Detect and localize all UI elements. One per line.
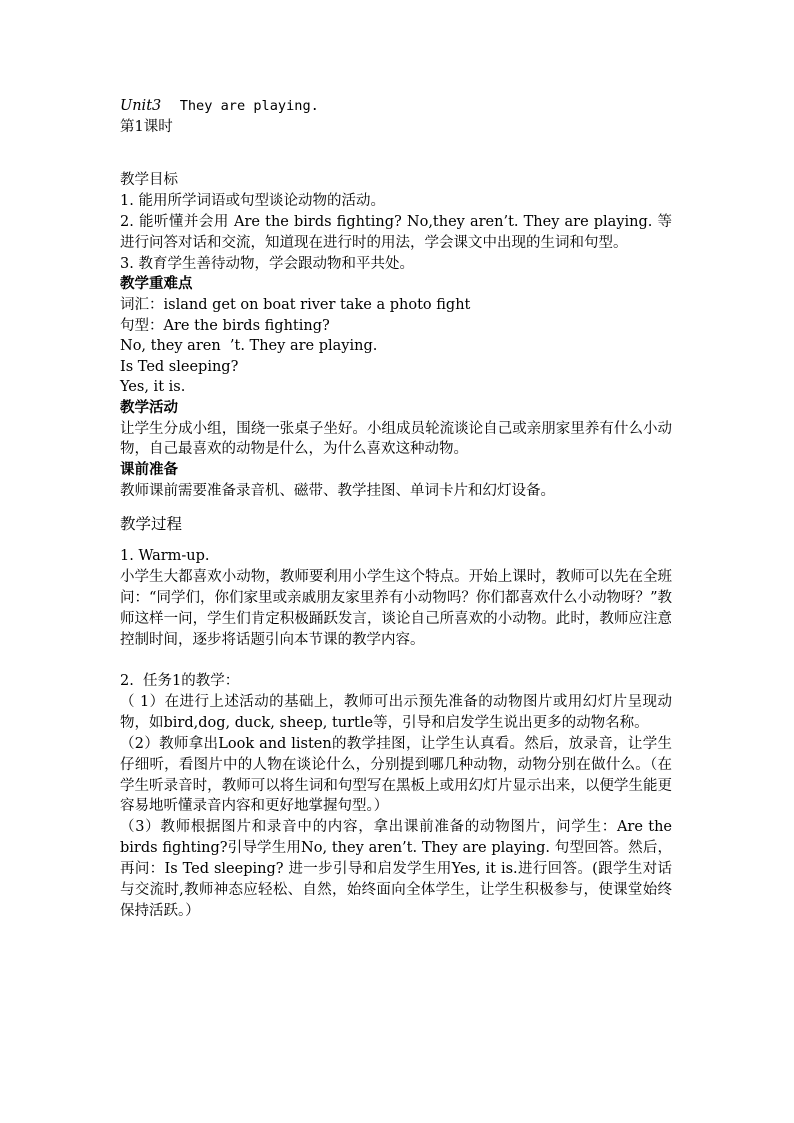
preparation-text: 教师课前需要准备录音机、磁带、教学挂图、单词卡片和幻灯设备。 xyxy=(120,482,555,499)
task-title: 2. 任务1的教学： xyxy=(120,673,240,690)
unit-label: Unit3 xyxy=(120,98,162,114)
unit-name: They are playing. xyxy=(179,98,319,114)
activities-text: 让学生分成小组，围绕一张桌子坐好。小组成员轮流谈论自己或亲朋家里养有什么小动物，自己最喜欢的动物是什么，为什么喜欢这种动物。 xyxy=(120,420,672,458)
key-points-heading: 教学重难点 xyxy=(120,275,193,293)
sentence-example: Yes, it is. xyxy=(120,379,186,396)
objectives-heading: 教学目标 xyxy=(120,172,178,189)
process-heading: 教学过程 xyxy=(120,514,183,533)
task-step: （3）教师根据图片和录音中的内容，拿出课前准备的动物图片，问学生：Are the birds fighting?引导学生用No, they aren’t. They are playing. 句型回答。然后，再问：Is Ted sleeping? 进一步引导和启发学生用Yes, it is.进行回答。(跟学生对话与交流时,教师神态应轻松、自然，始终面向全体学生，让学生积极参与，使课堂始终保持活跃。） xyxy=(120,819,672,919)
objective-item: 2. 能听懂并会用 Are the birds fighting? No,they aren’t. They are playing. 等进行问答对话和交流，知道现在进行时的用法，学会课文中出现的生词和句型。 xyxy=(120,213,672,251)
warmup-title: 1. Warm-up. xyxy=(120,548,210,565)
lesson-label: 第1课时 xyxy=(120,119,173,135)
preparation-heading: 课前准备 xyxy=(120,461,178,479)
objective-item: 3. 教育学生善待动物，学会跟动物和平共处。 xyxy=(120,255,414,272)
warmup-text: 小学生大都喜欢小动物，教师要利用小学生这个特点。开始上课时，教师可以先在全班问：“同学们，你们家里或亲戚朋友家里养有小动物吗？你们都喜欢什么小动物呀？”教师这样一问，学生们肯定积极踊跃发言，谈论自己所喜欢的小动物。此时，教师应注意控制时间，逐步将话题引向本节课的教学内容。 xyxy=(120,569,672,648)
sentence-example: Is Ted sleeping? xyxy=(120,358,239,375)
sentence-example: No, they aren ’t. They are playing. xyxy=(120,338,378,355)
task-step: （ 1）在进行上述活动的基础上，教师可出示预先准备的动物图片或用幻灯片呈现动物，如bird,dog, duck, sheep, turtle等，引导和启发学生说出更多的动物名称。 xyxy=(120,693,672,731)
activities-heading: 教学活动 xyxy=(120,398,178,416)
task-step: （2）教师拿出Look and listen的教学挂图，让学生认真看。然后，放录音，让学生仔细听，看图片中的人物在谈论什么，分别提到哪几种动物，动物分别在做什么。（在学生听录音时，教师可以将生词和句型写在黑板上或用幻灯片显示出来，以便学生能更容易地听懂录音内容和更好地掌握句型。） xyxy=(120,735,672,815)
objective-item: 1. 能用所学词语或句型谈论动物的活动。 xyxy=(120,192,385,209)
vocab-line: 词汇：island get on boat river take a photo fight xyxy=(120,297,471,313)
sentence-line: 句型：Are the birds fighting? xyxy=(120,317,330,334)
unit-title xyxy=(120,96,672,117)
